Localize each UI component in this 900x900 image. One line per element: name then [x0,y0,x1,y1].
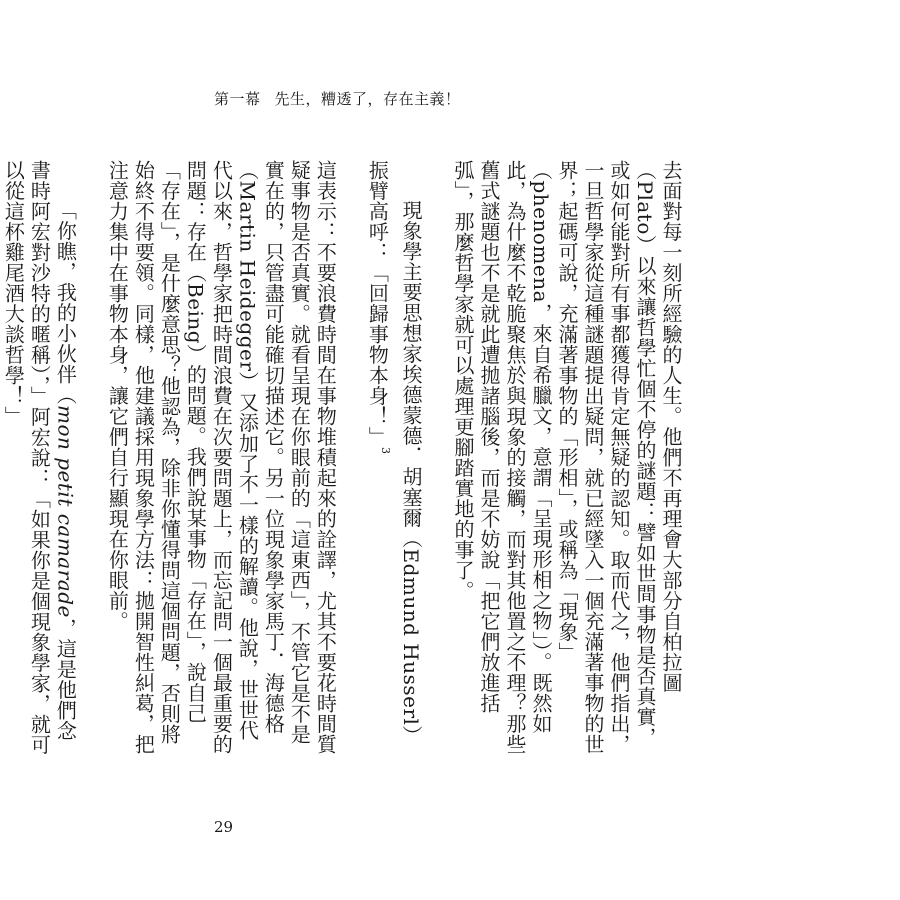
running-head [214,88,461,109]
footnote-marker: 3 [379,447,392,455]
paragraph-4 [0,160,78,760]
paragraph-2-text: 現象學主要思想家埃德蒙德．胡塞爾（Edmund Husserl）振臂高呼：「回歸事物本身！」 [365,160,423,746]
paragraph-2 [364,160,424,760]
paragraph-4-text-before: 「你瞧，我的小伙伴（ [53,200,78,405]
chapter-title: 先生，糟透了，存在主義！ [274,90,461,108]
page-number: 29 [214,818,234,836]
paragraph-3 [104,160,338,760]
paragraph-1-text: 去面對每一刻所經驗的人生。他們不再理會大部分自柏拉圖（Plato）以來讓哲學忙個不停的謎題：譬如世間事物是否真實，或如何能對所有事都獲得肯定無疑的認知。取而代之，他們指出，一旦哲學家從這種謎題提出疑問，就已經墜入一個充滿著事物的世界；起碼可說，充滿著事物的「形相」，或稱為「現象」（phenomena，來自希臘文，意謂「呈現形相之物」）。既然如此，為什麼不乾脆聚焦於與現象的接觸，而對其他置之不理？那些舊式謎題也不是就此遭拋諸腦後，而是不妨說「把它們放進括弧」，那麼哲學家就可以處理更腳踏實地的事了。 [451,160,683,755]
body-text [0,160,710,760]
paragraph-4-text-after: ，這是他們念書時阿宏對沙特的暱稱），」阿宏說：「如果你是個現象學家，就可以從這杯雞尾酒大談哲學！」 [1,160,78,755]
paragraph-1 [450,160,684,760]
paragraph-4-italic: mon petit camarade [53,405,78,618]
paragraph-3-text: 這表示：不要浪費時間在事物堆積起來的詮譯，尤其不要花時間質疑事物是否真實。就看呈現在你眼前的「這東西」，不管它是不是實在的，只管盡可能確切描述它。另一位現象學家馬丁．海德格（Martin Heidegger）又添加了不一樣的解讀。他說，世世代代以來，哲學家把時間浪費在次要問題上，而忘記問一個最重要的問題：存在（Being）的問題。我們說某事物「存在」，說自己「存在」，是什麼意思？他認為，除非你懂得問這個問題，否則將始終不得要領。同樣，他建議採用現象學方法：拋開智性糾葛，把注意力集中在事物本身，讓它們自行顯現在你眼前。 [105,160,338,755]
chapter-label: 第一幕 [214,90,261,108]
